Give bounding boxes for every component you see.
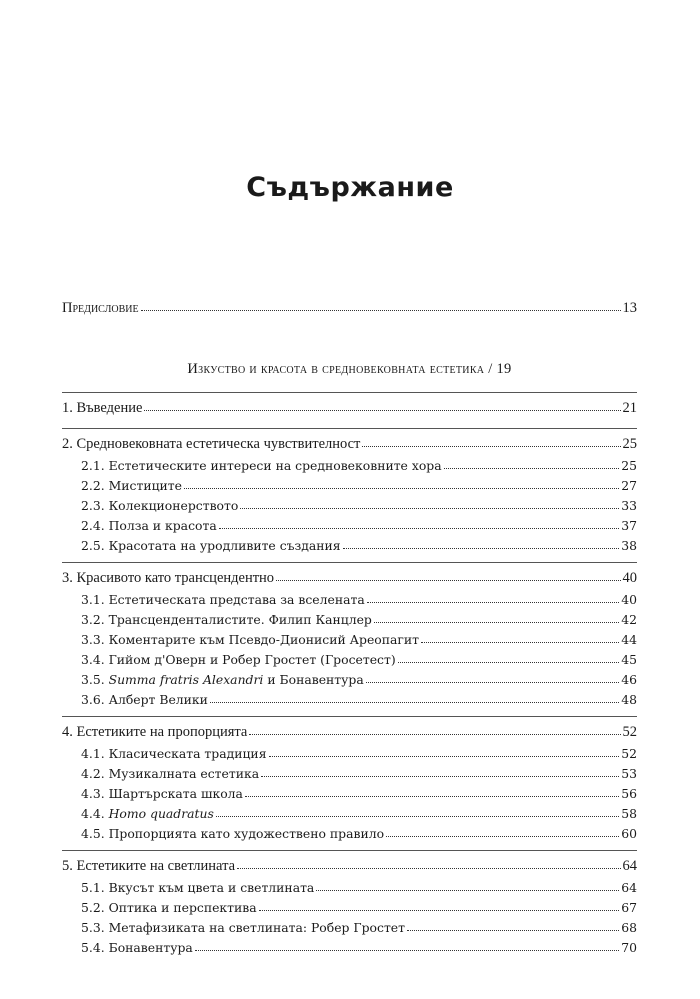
toc-page-number: 44 [621,632,637,647]
toc-entry-label: Предисловие [62,300,139,316]
dot-leader [343,538,620,549]
toc-entry-label: 4.5. Пропорцията като художествено правило [81,826,385,841]
toc-entry-section[interactable] [62,786,637,801]
toc-chapter [62,850,637,955]
dot-leader [276,570,620,581]
toc-entry-section[interactable] [62,632,637,647]
toc-entry-label: 2.1. Естетическите интереси на средновековните хора [81,458,442,473]
toc-entry-section[interactable] [62,518,637,533]
toc-entry-label [81,806,214,821]
dot-leader [366,672,619,683]
toc-entry-section[interactable] [62,592,637,607]
toc-entry-section[interactable] [62,826,637,841]
toc-page-number: 25 [622,436,637,452]
toc-page-number: 21 [622,400,637,416]
dot-leader [269,746,620,757]
toc-entry-section[interactable] [62,478,637,493]
toc-entry-section[interactable] [62,652,637,667]
toc-entry-label: 5. Естетиките на светлината [62,858,236,874]
dot-leader [245,786,619,797]
dot-leader [421,632,619,643]
toc-entry-section[interactable] [62,880,637,895]
dot-leader [367,592,620,603]
toc-page-number: 52 [622,724,637,740]
toc-entry-label: 3.3. Коментарите към Псевдо-Дионисий Ареопагит [81,632,420,647]
toc-entry-section[interactable] [62,692,637,707]
dot-leader [144,400,620,411]
dot-leader [316,880,619,891]
toc-entry-label: 3.6. Алберт Велики [81,692,208,707]
toc-page-number: 45 [621,652,637,667]
toc-entry-section[interactable] [62,920,637,935]
toc-page-number: 56 [621,786,637,801]
dot-leader [407,920,619,931]
toc-entry-label: 5.2. Оптика и перспектива [81,900,257,915]
toc-entry-label: 2.5. Красотата на уродливите създания [81,538,341,553]
toc-entry-label: 4.2. Музикалната естетика [81,766,260,781]
toc-page-number: 48 [621,692,637,707]
toc-page-number: 52 [621,746,637,761]
toc-entry-label: 2.3. Колекционерството [81,498,239,513]
dot-leader [259,900,620,911]
dot-leader [184,478,619,489]
toc-entry-label: 2.2. Мистиците [81,478,182,493]
toc-entry-preface[interactable] [62,300,637,317]
toc-page-number: 68 [621,920,637,935]
toc-entry-section[interactable] [62,900,637,915]
toc-entry-chapter[interactable] [62,570,637,587]
toc-entry-section[interactable] [62,612,637,627]
dot-leader [362,436,620,447]
toc-entry-label: 3.1. Естетическата представа за вселената [81,592,365,607]
toc-entry-chapter[interactable] [62,400,637,417]
dot-leader [219,518,620,529]
toc-entry-label: 4.3. Шартърската школа [81,786,243,801]
toc-entry-section[interactable] [62,458,637,473]
toc-chapter [62,392,637,417]
toc-chapter [62,716,637,841]
toc-entry-label [81,672,364,687]
dot-leader [141,300,621,311]
toc-entry-section[interactable] [62,538,637,553]
toc-entry-section[interactable] [62,672,637,687]
toc-page-number: 40 [622,570,637,586]
toc-page-number: 13 [622,300,637,316]
toc-entry-section[interactable] [62,806,637,821]
toc-entry-label: 4.1. Класическата традиция [81,746,267,761]
toc-page-number: 58 [621,806,637,821]
toc-entry-label: 4. Естетиките на пропорцията [62,724,248,740]
toc-page-number: 60 [621,826,637,841]
toc-entry-label: 2. Средновековната естетическа чувствителност [62,436,361,452]
dot-leader [210,692,619,703]
toc-entry-label: 5.4. Бонавентура [81,940,193,955]
toc-chapter [62,562,637,707]
toc-page-number: 64 [621,880,637,895]
toc-page-number: 27 [621,478,637,493]
toc-page-number: 67 [621,900,637,915]
toc-page-number: 40 [621,592,637,607]
toc-page-number: 53 [621,766,637,781]
toc-page-number: 64 [622,858,637,874]
table-of-contents [62,300,637,964]
dot-leader [261,766,619,777]
label-italic: Homo quadratus [108,806,214,821]
toc-page-number: 46 [621,672,637,687]
toc-page-number: 70 [621,940,637,955]
toc-entry-label: 1. Въведение [62,400,143,416]
toc-entry-section[interactable] [62,940,637,955]
toc-entry-chapter[interactable] [62,436,637,453]
dot-leader [398,652,620,663]
part-heading: Изкуство и красота в средновековната естетика / 19 [187,361,512,377]
label-prefix: 4.4. [81,806,109,821]
toc-entry-section[interactable] [62,746,637,761]
dot-leader [374,612,619,623]
toc-entry-label: 3. Красивото като трансцендентно [62,570,275,586]
dot-leader [240,498,619,509]
toc-page-number: 33 [621,498,637,513]
dot-leader [249,724,620,735]
dot-leader [444,458,620,469]
dot-leader [237,858,620,869]
label-prefix: 3.5. [81,672,109,687]
toc-entry-label: 3.2. Трансценденталистите. Филип Канцлер [81,612,372,627]
toc-chapter [62,428,637,553]
toc-entry-label: 2.4. Полза и красота [81,518,217,533]
toc-page-number: 37 [621,518,637,533]
label-suffix: и Бонавентура [263,672,364,687]
toc-entry-section[interactable] [62,498,637,513]
toc-entry-label: 5.3. Метафизиката на светлината: Робер Гростет [81,920,405,935]
toc-entry-label: 3.4. Гийом д'Оверн и Робер Гростет (Гросетест) [81,652,396,667]
toc-page-number: 25 [621,458,637,473]
toc-entry-chapter[interactable] [62,858,637,875]
toc-entry-chapter[interactable] [62,724,637,741]
toc-entry-label: 5.1. Вкусът към цвета и светлината [81,880,315,895]
dot-leader [216,806,619,817]
dot-leader [386,826,619,837]
toc-page-number: 42 [621,612,637,627]
label-italic: Summa fratris Alexandri [108,672,264,687]
toc-page-number: 38 [621,538,637,553]
dot-leader [195,940,619,951]
toc-entry-section[interactable] [62,766,637,781]
page-title: Съдържание [246,172,454,203]
